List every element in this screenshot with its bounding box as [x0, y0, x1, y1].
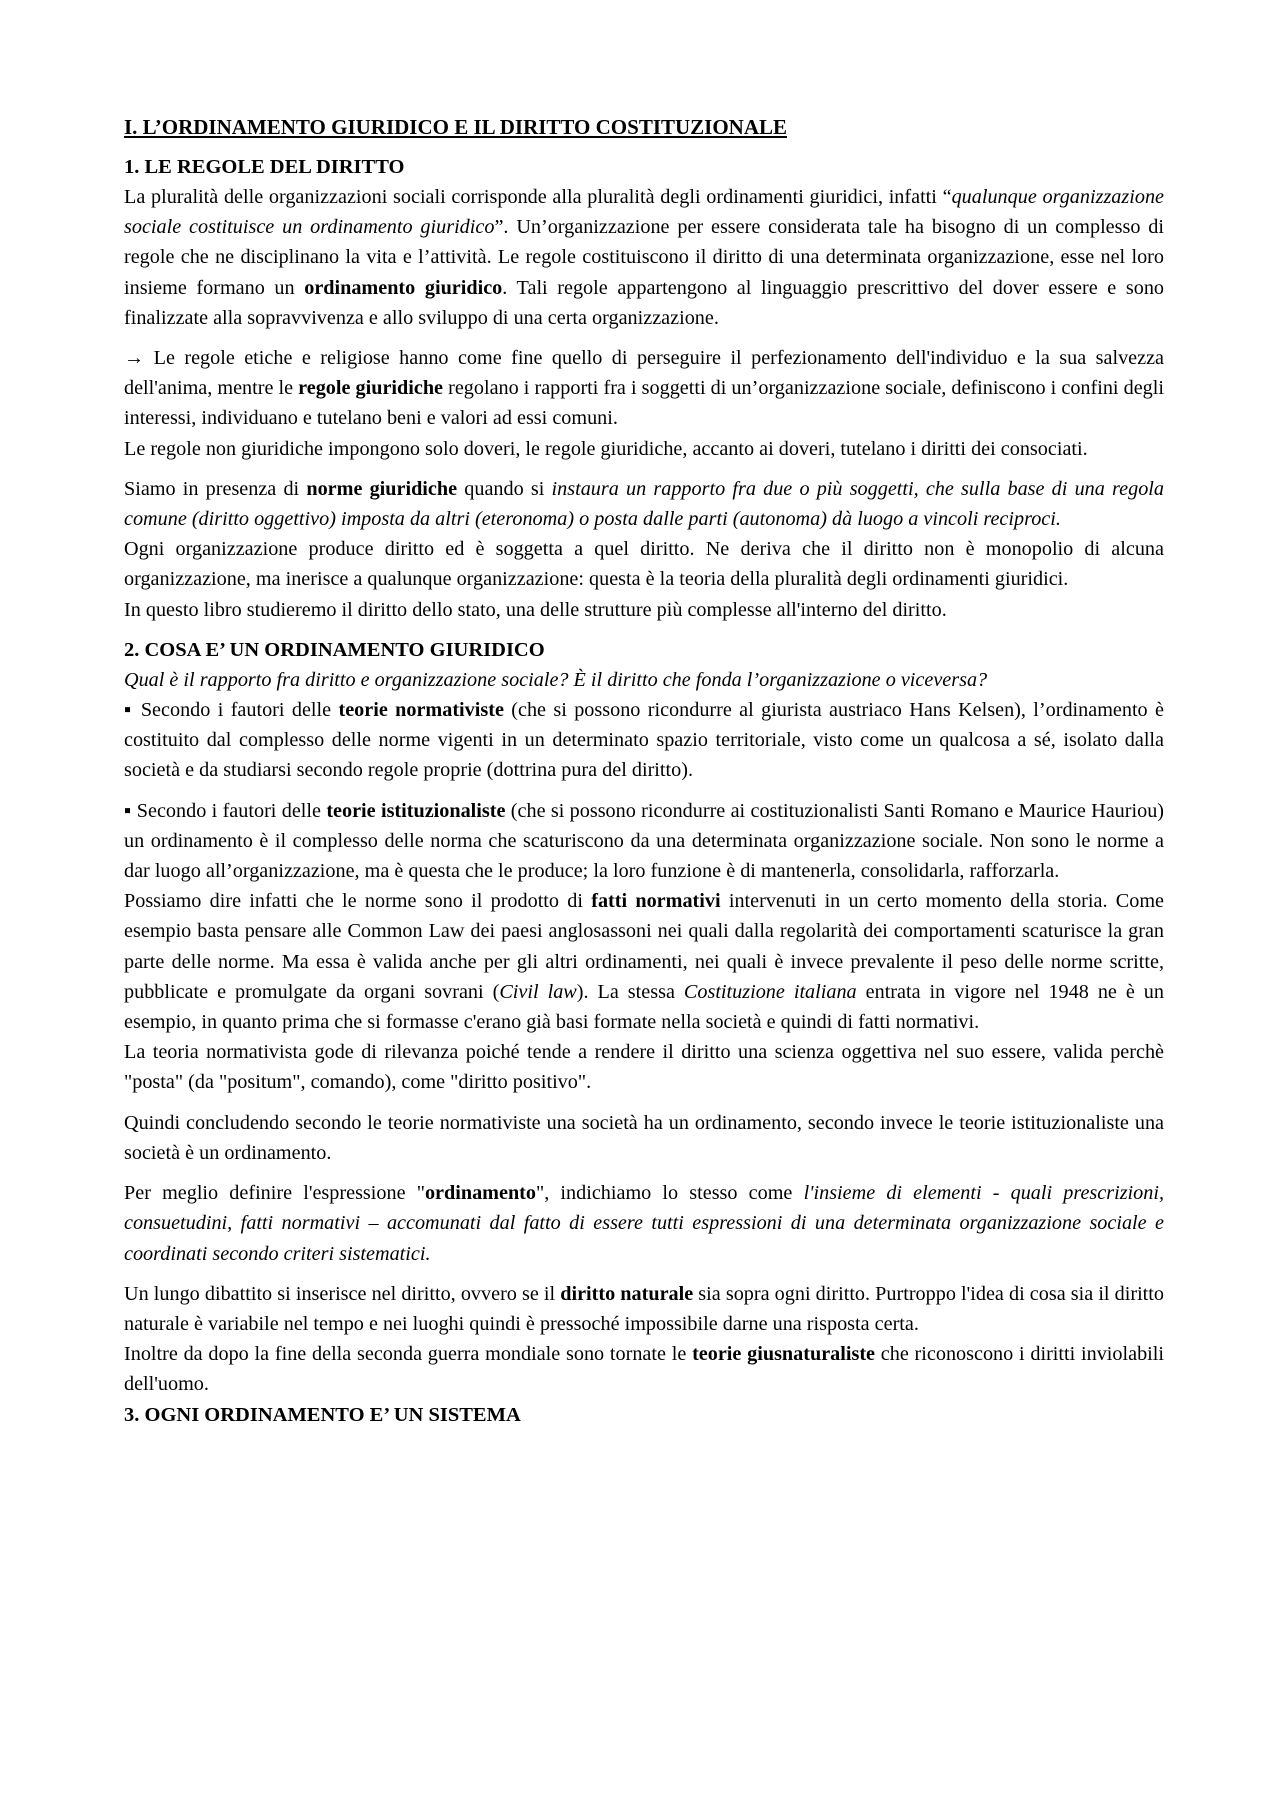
section-2-paragraph-diritto-naturale: Un lungo dibattito si inserisce nel diritto, ovvero se il diritto naturale sia sopra ogni diritto. Purtroppo l'idea di cosa sia il diritto naturale è variabile nel tempo e nei luoghi quindi è pressoché impossibile darne una risposta certa.: [124, 1282, 1164, 1335]
section-3-heading: 3. OGNI ORDINAMENTO E’ UN SISTEMA: [124, 1403, 521, 1426]
section-2-paragraph-normativista: La teoria normativista gode di rilevanza poiché tende a rendere il diritto una scienza oggettiva nel suo essere, valida perchè "posta" (da "positum", comando), come "diritto positivo".: [124, 1041, 1164, 1094]
section-1-paragraph-6: In questo libro studieremo il diritto dello stato, una delle strutture più complesse all'interno del diritto.: [124, 598, 947, 621]
section-1-paragraph-4: Siamo in presenza di norme giuridiche quando si instaura un rapporto fra due o più soggetti, che sulla base di una regola comune (diritto oggettivo) imposta da altri (eteronoma) o posta dalle parti (autonoma) dà luogo a vincoli reciproci.: [124, 477, 1164, 531]
section-1-paragraph-2: → Le regole etiche e religiose hanno come fine quello di perseguire il perfezionamento dell'individuo e la sua salvezza dell'anima, mentre le regole giuridiche regolano i rapporti fra i soggetti di un’organizzazione sociale, definiscono i confini degli interessi, individuano e tutelano beni e valori ad essi comuni.: [124, 347, 1164, 430]
section-1-paragraph-5: Ogni organizzazione produce diritto ed è soggetta a quel diritto. Ne deriva che il diritto non è monopolio di alcuna organizzazione, ma inerisce a qualunque organizzazione: questa è la teoria della pluralità degli ordinamenti giuridici.: [124, 538, 1164, 591]
section-2-bullet-normativiste: ▪ Secondo i fautori delle teorie normativiste (che si possono ricondurre al giurista austriaco Hans Kelsen), l’ordinamento è costituito dal complesso delle norme vigenti in un determinato spazio territoriale, visto come un qualcosa a sé, isolato dalla società e da studiarsi secondo regole proprie (dottrina pura del diritto).: [124, 699, 1164, 782]
section-1-heading: 1. LE REGOLE DEL DIRITTO: [124, 156, 405, 178]
section-1-paragraph-1: La pluralità delle organizzazioni sociali corrisponde alla pluralità degli ordinamenti giuridici, infatti “qualunque organizzazione sociale costituisce un ordinamento giuridico”. Un’organizzazione per essere considerata tale ha bisogno di un complesso di regole che ne disciplinano la vita e l’attività. Le regole costituiscono il diritto di una determinata organizzazione, esse nel loro insieme formano un ordinamento giuridico. Tali regole appartengono al linguaggio prescrittivo del dover essere e sono finalizzate alla sopravvivenza e allo sviluppo di una certa organizzazione.: [124, 186, 1165, 329]
section-2-paragraph-conclusione: Quindi concludendo secondo le teorie normativiste una società ha un ordinamento, secondo invece le teorie istituzionaliste una società è un ordinamento.: [124, 1111, 1164, 1164]
section-2-paragraph-giusnaturaliste: Inoltre da dopo la fine della seconda guerra mondiale sono tornate le teorie giusnaturaliste che riconoscono i diritti inviolabili dell'uomo.: [124, 1343, 1164, 1396]
section-2-question: Qual è il rapporto fra diritto e organizzazione sociale? È il diritto che fonda l’organizzazione o viceversa?: [124, 668, 988, 691]
section-2-paragraph-definizione: Per meglio definire l'espressione "ordinamento", indichiamo lo stesso come l'insieme di elementi - quali prescrizioni, consuetudini, fatti normativi – accomunati dal fatto di essere tutti espressioni di una determinata organizzazione sociale e coordinati secondo criteri sistematici.: [124, 1182, 1165, 1265]
section-2-bullet-istituzionaliste: ▪ Secondo i fautori delle teorie istituzionaliste (che si possono ricondurre ai costituzionalisti Santi Romano e Maurice Hauriou) un ordinamento è il complesso delle norma che scaturiscono da una determinata organizzazione sociale. Non sono le norme a dar luogo all’organizzazione, ma è questa che le produce; la loro funzione è di mantenerla, consolidarla, rafforzarla.: [124, 799, 1165, 883]
section-1-paragraph-3: Le regole non giuridiche impongono solo doveri, le regole giuridiche, accanto ai doveri, tutelano i diritti dei consociati.: [124, 437, 1088, 460]
section-2-heading: 2. COSA E’ UN ORDINAMENTO GIURIDICO: [124, 638, 545, 661]
document-title: I. L’ORDINAMENTO GIURIDICO E IL DIRITTO COSTITUZIONALE: [124, 115, 788, 139]
section-2-paragraph-fatti-normativi: Possiamo dire infatti che le norme sono il prodotto di fatti normativi intervenuti in un certo momento della storia. Come esempio basta pensare alle Common Law dei paesi anglosassoni nei quali dalla regolarità dei comportamenti scaturisce la gran parte delle norme. Ma essa è valida anche per gli altri ordinamenti, nei quali è invece prevalente il peso delle norme scritte, pubblicate e promulgate da organi sovrani (Civil law). La stessa Costituzione italiana entrata in vigore nel 1948 ne è un esempio, in quanto prima che si formasse c'erano già basi formate nella società e quindi di fatti normativi.: [124, 890, 1164, 1034]
document-page: [124, 112, 1164, 1430]
